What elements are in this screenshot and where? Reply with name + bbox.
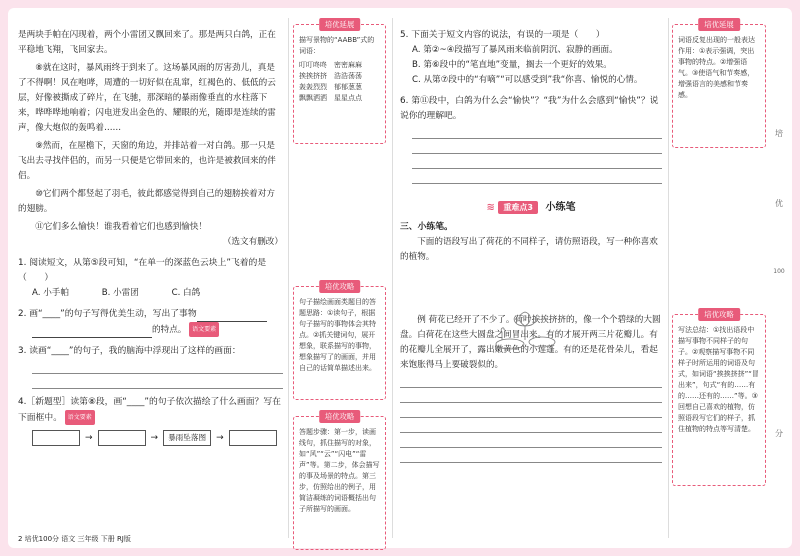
answer-line[interactable] (400, 373, 662, 388)
tip-box-steps (293, 412, 386, 550)
answer-line[interactable] (412, 124, 662, 139)
page-sheet (8, 8, 792, 548)
q1-option-b[interactable]: B. 小雷团 (101, 288, 139, 298)
answer-line[interactable] (400, 388, 662, 403)
left-column (18, 28, 283, 446)
section-title: 小练笔 (545, 202, 576, 213)
word-row (299, 71, 380, 82)
q1-option-a[interactable]: A. 小手帕 (32, 288, 69, 298)
question-3: 3. 读画“____”的句子，我的脑海中浮现出了这样的画面： (18, 346, 241, 356)
column-divider (288, 18, 289, 538)
tip-text: 描写景物的“AABB”式的词语： (299, 36, 375, 55)
arrow-icon: → (150, 433, 159, 443)
tip-title: 培优攻略 (319, 410, 361, 423)
q2-line-2 (32, 322, 283, 338)
question-1: 1. 阅读短文，从第⑤段可知，“在单一的深蓝色云块上”飞着的是（ ） (18, 258, 267, 283)
q5-option-b[interactable]: B. 第⑥段中的“笔直地”变量，搁去一个更好的效果。 (412, 60, 612, 70)
q5-options (412, 43, 662, 88)
tip-box-strategy (672, 310, 766, 486)
section-heading (400, 198, 662, 214)
flow-box-2[interactable] (98, 430, 146, 446)
question-5: 5. 下面关于短文内容的说法，有误的一项是（ ） (400, 30, 605, 40)
word: 密密麻麻 (334, 61, 362, 69)
answer-line[interactable] (400, 418, 662, 433)
word-row (299, 82, 380, 93)
word: 叮叮咚咚 (299, 61, 327, 69)
column-divider (668, 18, 669, 538)
word-row (299, 60, 380, 71)
question-4 (18, 395, 283, 426)
tip-title: 培优延展 (319, 18, 361, 31)
q5-option-c[interactable]: C. 从第⑦段中的“有嘀”“可以感受到”我“你喜、愉悦的心情。 (412, 75, 643, 85)
example-paragraph: 例 荷花已经开了不少了。荷叶挨挨挤挤的，像一个个碧绿的大圆盘。白荷花在这些大圆盘之间冒出来。有的才展开两三片花瓣儿。有的花瓣儿全展开了，露出嫩黄色的小莲蓬。有的还是花骨朵儿，看起来饱胀得马上要破裂似的。 (400, 315, 661, 370)
arrow-icon: → (216, 433, 224, 443)
side-label: 分 (775, 429, 783, 438)
word: 轰轰烈烈 (299, 83, 327, 91)
tip-box-extension (293, 20, 386, 144)
question-2 (18, 307, 283, 322)
right-column (400, 28, 662, 463)
tip-title: 培优延展 (698, 18, 740, 31)
tip-body (294, 25, 385, 108)
word: 星星点点 (334, 94, 362, 102)
flow-box-4[interactable] (229, 430, 277, 446)
word: 郁郁葱葱 (334, 83, 362, 91)
answer-line[interactable] (32, 359, 283, 374)
passage-para-1: 是两块手帕在闪现着，两个小雷团又飘回来了。那是两只白鸽，正在平稳地飞翔，飞回家去。 (18, 30, 276, 55)
section-badge: 重难点3 (498, 201, 538, 214)
word: 浩浩荡荡 (334, 72, 362, 80)
q2-text: 2. 画“____”的句子写得优美生动，写出了事物 (18, 309, 197, 319)
page-footer: 2 培优100分 语文 三年级 下册 RJ版 (18, 535, 131, 543)
q3-prompt: 下面的语段写出了荷花的不同样子，请仿照语段，写一种你喜欢的植物。 (400, 237, 658, 262)
tip-text: 词语反复出现的一般表达作用：①表示强调，突出事物的特点。②增强语气。③使语气和节奏感，增强语言的美感和节奏感。 (678, 36, 755, 99)
answer-line[interactable] (412, 169, 662, 184)
q2-blank-2[interactable] (32, 327, 152, 338)
column-divider (392, 18, 393, 538)
word: 挨挨挤挤 (299, 72, 327, 80)
q4-text: 4.［新题型］读第⑧段，画“____”的句子依次描绘了什么画面？写在下面框中。 (18, 397, 281, 423)
side-label: 100 (773, 268, 785, 275)
q2-tail: 的特点。 (152, 325, 187, 335)
side-label: 优 (775, 199, 783, 208)
tip-text: 答题步骤：第一步，读画线句，抓住描写的对象，如“风”“云”“闪电”“雷声”等。第二步，体会描写的事及场景的特点。第三步，仿照给出的例子，用简洁凝练的词语概括出句子所描写的画面。 (299, 428, 380, 513)
word-row (299, 93, 380, 104)
side-label: 培 (775, 129, 783, 138)
source-note: （选文有删改） (222, 237, 283, 247)
wave-icon: ≋ (486, 202, 495, 213)
tip-box-extension (672, 20, 766, 148)
tip-title: 培优攻略 (319, 280, 361, 293)
answer-line[interactable] (400, 448, 662, 463)
passage-para-9: ⑨然而，在屋檐下，天窗的角边，并排站着一对白鸽。那一只是飞出去寻找伴侣的，而另一只便是它带回来的，也许是被救回来的伴侣。 (18, 141, 276, 181)
flow-box-1[interactable] (32, 430, 80, 446)
answer-line[interactable] (400, 433, 662, 448)
question-6: 6. 第⑪段中，白鸽为什么会“愉快”？“我”为什么会感到“愉快”？说说你的理解吧。 (400, 96, 659, 121)
q2-tag: 语文要素 (189, 322, 219, 337)
tip-box-strategy (293, 282, 386, 400)
passage-para-8: ⑧就在这时，暴风雨终于到来了。这场暴风雨的厉害劲儿，真是了不得啊！风在咆哮，周遭的一切好似在乱窜，红褐色的、低低的云层，好像被撕成了碎片，在飞驰，那深暗的暴雨像垂直的水柱落下来，哗哗哗地响着；闪电迸发出金色的、耀眼的光，随即是连续的雷声，像大炮似的轰鸣着…… (18, 63, 276, 133)
word: 飘飘洒洒 (299, 94, 327, 102)
q1-options (32, 286, 283, 301)
q2-blank-1[interactable] (197, 311, 267, 322)
q4-flow (32, 430, 283, 446)
passage-para-11: ⑪它们多么愉快！谁我看着它们也感到愉快！ (35, 222, 208, 232)
answer-line[interactable] (32, 374, 283, 389)
tip-title: 培优攻略 (698, 308, 740, 321)
tip-text: 句子描绘画面类题目的答题思路：①读句子，根据句子描写的事物体会其特点。②抓关键词句，展开想象，联系描写的事物，想象描写了的画面，并用自己的话简单描述出来。 (299, 298, 376, 372)
passage-para-10: ⑩它们两个都竖起了羽毛，彼此都感觉得到自己的翅膀挨着对方的翅膀。 (18, 189, 275, 214)
arrow-icon: → (85, 433, 93, 443)
answer-line[interactable] (412, 154, 662, 169)
answer-line[interactable] (400, 403, 662, 418)
aabb-words (299, 60, 380, 104)
tip-text: 写法总结：①找出语段中描写事物不同样子的句子。②观察描写事物不同样子时所运用的词语及句式，如词语“挨挨挤挤”“冒出来”，句式“有的……有的……还有的……”等。③回想自己喜欢的植物，仿照语段写它们的样子，抓住植物的特点等写清楚。 (678, 326, 759, 433)
q4-tag: 语文要素 (65, 410, 95, 425)
flow-box-3: 暴雨坠落图 (163, 430, 211, 446)
answer-line[interactable] (412, 139, 662, 154)
q5-option-a[interactable]: A. 第②~④段描写了暴风雨来临前阴沉、寂静的画面。 (412, 45, 618, 55)
q1-option-c[interactable]: C. 白鸽 (171, 288, 201, 298)
question-3-label: 三、小练笔。 (400, 222, 453, 232)
lotus-illustration (490, 310, 560, 352)
